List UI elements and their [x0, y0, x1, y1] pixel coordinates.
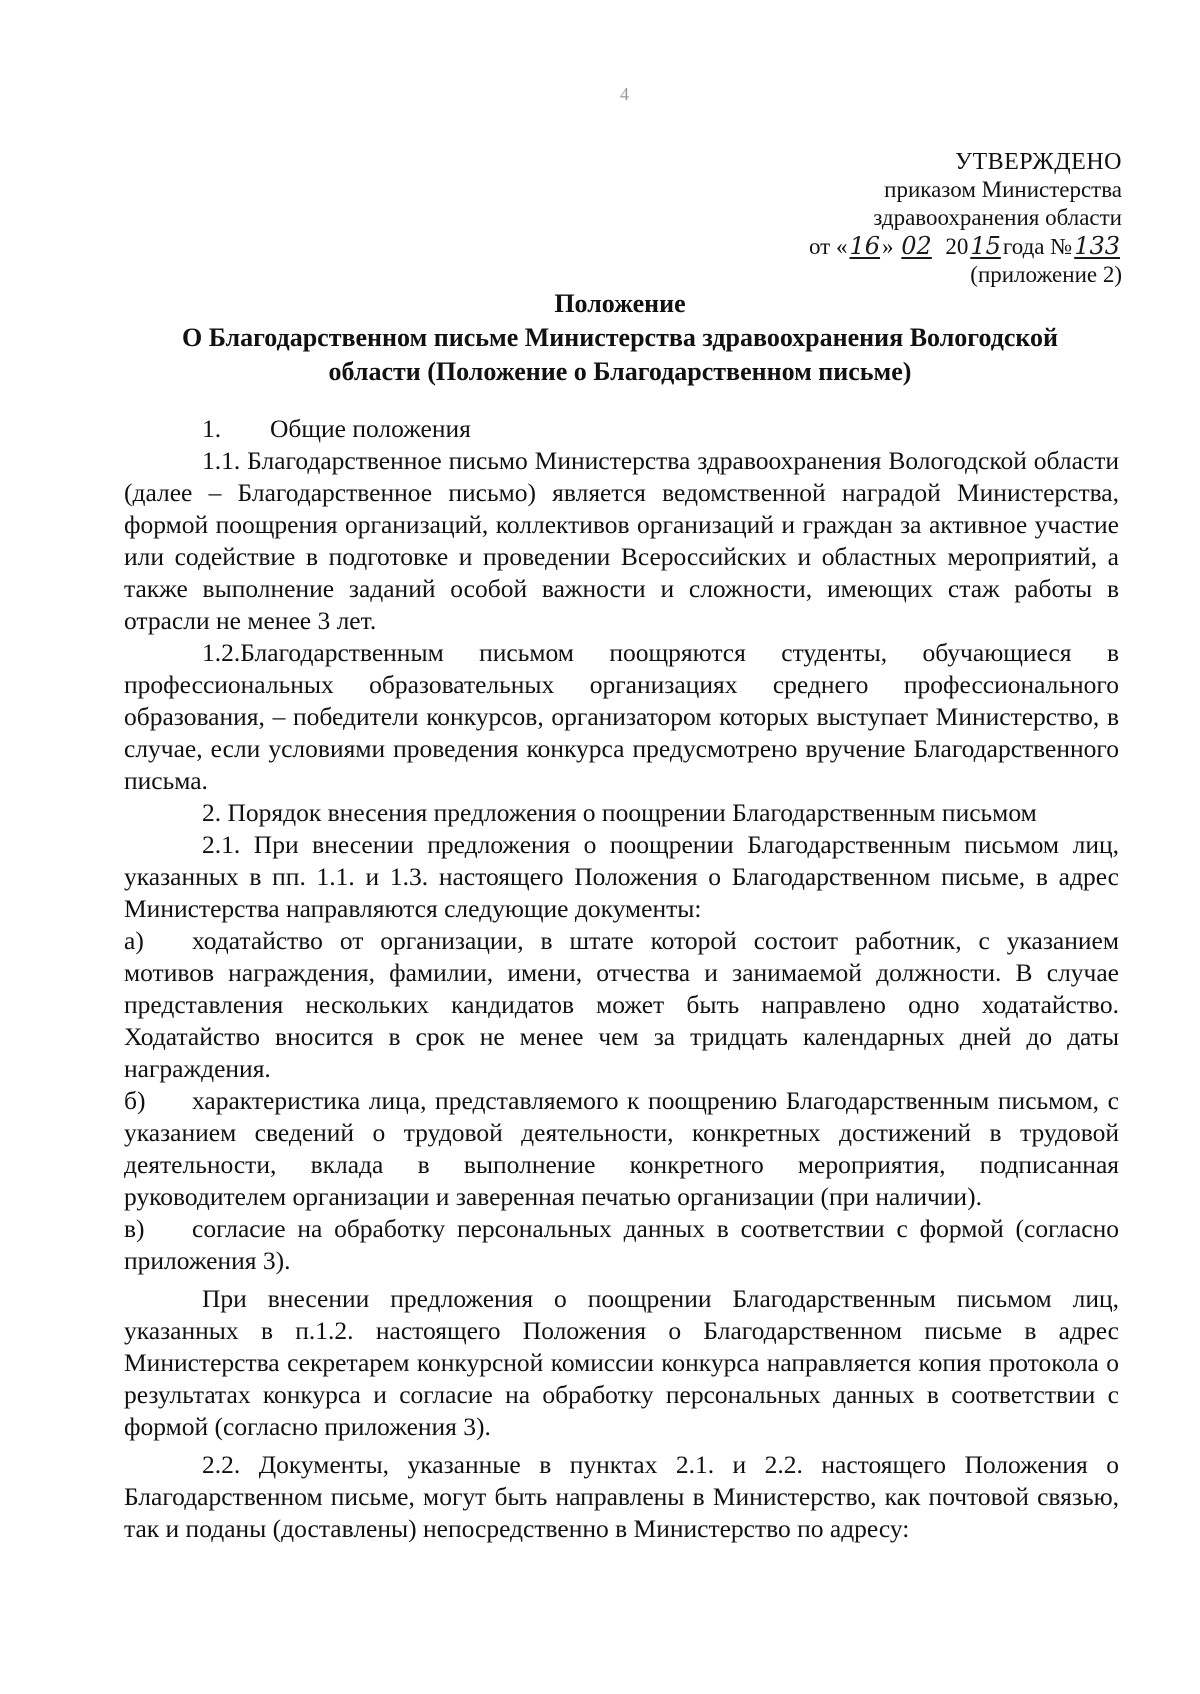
approval-date-line: [809, 232, 1122, 261]
handwritten-month: 02: [901, 232, 932, 260]
list-item-a-marker: а): [124, 926, 144, 955]
section-1-number: 1.: [202, 414, 222, 443]
section-2-heading: 2. Порядок внесения предложения о поощрении Благодарственным письмом: [202, 798, 1037, 827]
handwritten-order-number: 133: [1074, 232, 1120, 260]
list-item-v-text: согласие на обработку персональных данных в соответствии с формой (согласно приложения 3).: [124, 1214, 1119, 1275]
date-mid: »: [882, 234, 894, 259]
list-item-v: [124, 1213, 1119, 1277]
handwritten-year: 15: [970, 232, 1001, 260]
paragraph-2-2: 2.2. Документы, указанные в пунктах 2.1. и 2.2. настоящего Положения о Благодарственном письме, могут быть направлены в Министерство, как почтовой связью, так и поданы (доставлены) непосредственно в Министерство по адресу:: [124, 1450, 1119, 1543]
paragraph-1-2: 1.2.Благодарственным письмом поощряются студенты, обучающиеся в профессиональных образовательных организациях среднего профессионального образования, – победители конкурсов, организатором которых выступает Министерство, в случае, если условиями проведения конкурса предусмотрено вручение Благодарственного письма.: [124, 638, 1119, 795]
paragraph-2-1: 2.1. При внесении предложения о поощрении Благодарственным письмом лиц, указанных в пп. 1.1. и 1.3. настоящего Положения о Благодарственном письме, в адрес Министерства направляются следующие документы:: [124, 830, 1119, 923]
page-number-mark: 4: [620, 84, 629, 104]
approval-ministry-line: здравоохранения области: [873, 205, 1122, 230]
title-line-3: области (Положение о Благодарственном письме): [328, 357, 912, 386]
title-line-2: О Благодарственном письме Министерства здравоохранения Вологодской: [181, 323, 1058, 352]
paragraph-1-1: 1.1. Благодарственное письмо Министерства здравоохранения Вологодской области (далее – Благодарственное письмо) является ведомственной наградой Министерства, формой поощрения организаций, коллективов организаций и граждан за активное участие или содействие в подготовке и проведении Всероссийских и областных мероприятий, а также выполнение заданий особой важности и сложности, имеющих стаж работы в отрасли не менее 3 лет.: [124, 446, 1119, 635]
document-title: [120, 287, 1120, 389]
list-item-v-marker: в): [124, 1214, 145, 1243]
document-body: [124, 413, 1119, 1545]
paragraph-2-1-contest: При внесении предложения о поощрении Благодарственным письмом лиц, указанных в п.1.2. настоящего Положения о Благодарственном письме в адрес Министерства секретарем конкурсной комиссии конкурса направляется копия протокола о результатах конкурса и согласие на обработку персональных данных в соответствии с формой (согласно приложения 3).: [124, 1284, 1119, 1441]
list-item-b: [124, 1085, 1119, 1213]
year-prefix: 20: [945, 234, 969, 259]
list-item-a-text: ходатайство от организации, в штате которой состоит работник, с указанием мотивов награждения, фамилии, имени, отчества и занимаемой должности. В случае представления нескольких кандидатов может быть направлено одно ходатайство. Ходатайство вносится в срок не менее чем за тридцать календарных дней до даты награждения.: [124, 926, 1119, 1083]
approval-heading: УТВЕРЖДЕНО: [954, 149, 1122, 175]
approval-appendix-line: (приложение 2): [970, 262, 1122, 287]
handwritten-day: 16: [849, 232, 881, 260]
section-1-heading: [124, 413, 1119, 445]
year-word: года №: [1002, 234, 1073, 259]
date-prefix: от «: [808, 234, 848, 259]
list-item-b-marker: б): [124, 1086, 146, 1115]
section-1-title: Общие положения: [270, 414, 471, 443]
approval-order-line: приказом Министерства: [884, 177, 1122, 202]
title-line-1: Положение: [554, 289, 686, 318]
list-item-a: [124, 925, 1119, 1085]
approval-stamp-block: [809, 148, 1122, 289]
list-item-b-text: характеристика лица, представляемого к поощрению Благодарственным письмом, с указанием сведений о трудовой деятельности, конкретных достижений в трудовой деятельности, вклада в выполнение конкретного мероприятия, подписанная руководителем организации и заверенная печатью организации (при наличии).: [124, 1086, 1119, 1211]
